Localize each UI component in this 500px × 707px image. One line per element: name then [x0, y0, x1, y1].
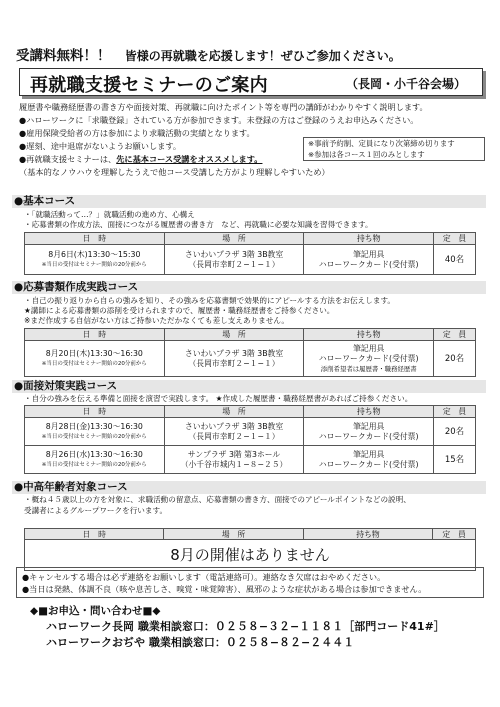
items-cell	[304, 418, 434, 446]
intro-text: 履歴書や職務経歴書の書き方や面接対策、再就職に向けたポイント等を専門の講師がわかりやすく説明します。	[19, 102, 428, 112]
header-date: 日 時	[25, 329, 165, 341]
date-text: 8月20日(木)13:30～16:30	[45, 348, 143, 358]
reception-note: ※当日の受付はセミナー開始の20分前から	[41, 433, 147, 440]
item-2: ハローワークカード(受付票)	[318, 459, 419, 469]
item-2: ハローワークカード(受付票)	[318, 353, 419, 363]
place-name: さいわいプラザ 3階 3B教室	[184, 421, 284, 431]
intro-bullet-4-text: ●再就職支援セミナーは、	[19, 154, 117, 164]
intro-bullet-4-emphasis: 先に基本コース受講をオススメします。	[116, 154, 263, 164]
reception-note: ※当日の受付はセミナー開始の20分前から	[41, 261, 147, 268]
basic-desc-2: ・応募書類の作成方法、面接につながる履歴書の書き方 など、再就職に必要な知識を習得できます。	[24, 220, 373, 229]
place-cell	[164, 418, 304, 446]
intro-reason: （基本的なノウハウを理解したうえで他コース受講した方がより理解しやすいため）	[19, 167, 330, 177]
section-senior-heading: ●中高年齢者対象コース	[12, 481, 486, 494]
intro-bullet-1: ●ハローワークに「求職登録」されている方が参加できます。未登録の方はご登録のうえお申込みください。	[19, 115, 419, 125]
place-cell	[164, 341, 304, 377]
date-text: 8月26日(水)13:30～16:30	[45, 449, 143, 459]
contact-nagaoka: ハローワーク長岡 職業相談窓口：０２５８−３２−１１８１［部門コード41#］	[46, 620, 445, 633]
intro-bullet-3: ●遅刻、途中退席がないようお願いします。	[19, 141, 182, 151]
intro-bullet-2: ●雇用保険受給者の方は参加により求職活動の実績となります。	[19, 128, 255, 138]
header-capacity: 定 員	[434, 329, 476, 341]
header-capacity: 定 員	[434, 233, 476, 245]
header-items: 持ち物	[304, 233, 434, 245]
header-items: 持ち物	[304, 529, 433, 539]
place-address: （長岡市幸町２−１−１）	[188, 259, 280, 269]
contact-heading: ◆■お申込・問い合わせ■◆	[30, 605, 161, 617]
header-place: 場 所	[164, 529, 303, 539]
docs-desc-3: ※まだ作成する自信がない方はご持参いただかなくても差し支えありません。	[24, 316, 290, 325]
items-cell	[304, 446, 434, 474]
contact-ojiya: ハローワークおぢや 職業相談窓口：０２５８−８２−２４４１	[46, 636, 355, 649]
item-1: 筆記用具	[353, 449, 385, 459]
place-name: さいわいプラザ 3階 3B教室	[184, 249, 284, 259]
date-cell	[25, 418, 165, 446]
table-row	[25, 245, 476, 275]
note-line-2: ※参加は各コース１回のみとします	[308, 149, 425, 159]
header-line	[16, 44, 401, 64]
item-1: 筆記用具	[353, 249, 385, 259]
header-place: 場 所	[164, 233, 304, 245]
title-venue: （長岡・小千谷会場）	[346, 77, 467, 91]
items-cell	[304, 245, 434, 275]
cancellation-notice	[16, 567, 484, 598]
no-session-notice: 8月の開催はありません	[170, 546, 330, 564]
header-place: 場 所	[164, 329, 304, 341]
senior-schedule-box	[24, 528, 476, 571]
section-interview-heading: ●面接対策実践コース	[12, 380, 486, 393]
header-items: 持ち物	[304, 329, 434, 341]
senior-desc-2: 受講者によるグループワークを行います。	[24, 506, 168, 515]
header-place: 場 所	[164, 406, 304, 418]
section-basic-heading: ●基本コース	[12, 195, 486, 208]
header-capacity: 定 員	[442, 530, 466, 539]
cancel-line-1: ●キャンセルする場合は必ず連絡をお願いします（電話連絡可）。連絡なき欠席はおやめください。	[22, 572, 386, 582]
header-tagline: 皆様の再就職を応援します！ぜひご参加ください。	[124, 49, 401, 63]
interview-schedule-table	[24, 405, 476, 474]
header-items: 持ち物	[304, 406, 434, 418]
table-row	[25, 446, 476, 474]
item-2: ハローワークカード(受付票)	[318, 431, 419, 441]
items-cell	[304, 341, 434, 377]
reservation-note	[303, 137, 485, 161]
table-row	[25, 341, 476, 377]
capacity-cell: 15名	[434, 446, 476, 474]
header-date: 日 時	[25, 529, 164, 539]
item-1: 筆記用具	[353, 343, 385, 353]
place-name: サンプラザ 3階 第3ホール	[187, 449, 281, 459]
place-address: （小千谷市城内１−８−２５）	[180, 459, 288, 469]
place-cell	[164, 245, 304, 275]
section-docs-heading: ●応募書類作成実践コース	[12, 281, 486, 294]
free-label: 受講料無料！！	[16, 48, 111, 64]
table-header-row	[25, 529, 475, 540]
table-header-row	[25, 233, 476, 245]
note-line-1: ※事前予約制、定員になり次第締め切ります	[308, 139, 455, 148]
senior-desc-1: ・概ね４５歳以上の方を対象に、求職活動の留意点、応募書類の書き方、面接でのアピールポイントなどの説明、	[24, 495, 411, 504]
docs-schedule-table	[24, 328, 476, 377]
item-1: 筆記用具	[353, 421, 385, 431]
place-address: （長岡市幸町２−１−１）	[188, 358, 280, 368]
docs-desc-2: ★講師による応募書類の添削を受けられますので、履歴書・職務経歴書をご持参ください。	[24, 306, 335, 315]
intro-bullet-4	[19, 154, 262, 165]
header-date: 日 時	[25, 233, 165, 245]
cancel-line-2: ●当日は発熱、体調不良（咳や息苦しさ、嗅覚・味覚障害）、風邪のような症状がある場合は参加できません。	[22, 584, 427, 594]
table-row	[25, 418, 476, 446]
date-cell	[25, 446, 165, 474]
basic-desc-1: ・「就職活動って…？」就職活動の進め方、心構え	[24, 210, 195, 219]
page-title: 再就職支援セミナーのご案内	[30, 75, 268, 96]
basic-schedule-table	[24, 232, 476, 275]
docs-desc-1: ・自己の振り返りから自らの強みを知り、その強みを応募書類で効果的にアピールする方法をお伝えします。	[24, 296, 396, 305]
item-3: 添削希望者は履歴書・職務経歴書	[320, 364, 417, 373]
date-text: 8月6日(木)13:30～15:30	[48, 249, 141, 259]
title-box	[19, 68, 483, 96]
interview-desc-1: ・自分の強みを伝える準備と面接を演習で実践します。 ★作成した履歴書・職務経歴書があればご持参ください。	[24, 394, 413, 403]
header-capacity: 定 員	[434, 406, 476, 418]
date-cell	[25, 245, 165, 275]
reception-note: ※当日の受付はセミナー開始の20分前から	[41, 360, 147, 367]
table-header-row	[25, 406, 476, 418]
capacity-cell: 20名	[434, 341, 476, 377]
place-address: （長岡市幸町２−１−１）	[188, 431, 280, 441]
capacity-cell: 20名	[434, 418, 476, 446]
item-2: ハローワークカード(受付票)	[318, 259, 419, 269]
capacity-cell: 40名	[434, 245, 476, 275]
place-name: さいわいプラザ 3階 3B教室	[184, 348, 284, 358]
header-date: 日 時	[25, 406, 165, 418]
reception-note: ※当日の受付はセミナー開始の20分前から	[41, 461, 147, 468]
date-text: 8月28日(金)13:30～16:30	[45, 421, 143, 431]
place-cell	[164, 446, 304, 474]
date-cell	[25, 341, 165, 377]
table-header-row	[25, 329, 476, 341]
